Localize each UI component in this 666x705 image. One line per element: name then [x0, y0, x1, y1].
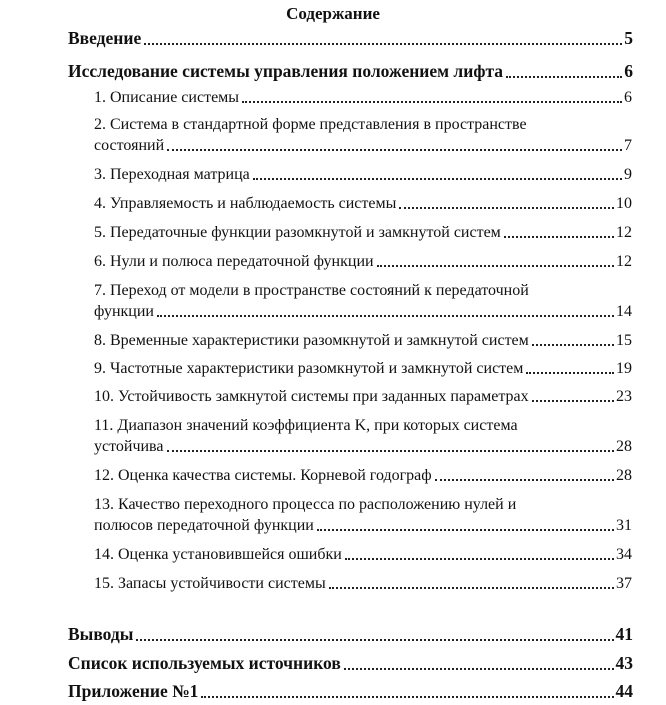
toc-entry-page: 23 — [616, 388, 632, 405]
toc-entry-first-line: 7. Переход от модели в пространстве состояний к передаточной — [94, 282, 529, 299]
toc-entry-label: состояний — [94, 137, 165, 154]
dot-leader — [253, 178, 622, 180]
dot-leader — [504, 236, 614, 238]
toc-entry-label: 1. Описание системы — [94, 89, 240, 106]
toc-entry-label: 3. Переходная матрица — [94, 166, 250, 183]
dot-leader — [167, 149, 622, 151]
toc-entry-label: полюсов передаточной функции — [94, 517, 314, 534]
dot-leader — [344, 668, 614, 670]
toc-entry-page: 12 — [616, 253, 632, 270]
toc-entry-page: 7 — [624, 137, 632, 154]
toc-entry-label: Исследование системы управления положением лифта — [68, 61, 504, 81]
toc-entry-page: 12 — [616, 224, 632, 241]
dot-leader — [329, 587, 614, 589]
toc-entry-label: Выводы — [68, 624, 134, 644]
toc-entry-10[interactable] — [94, 386, 632, 407]
toc-entry-first-line: 13. Качество переходного процесса по расположению нулей и — [94, 496, 517, 513]
toc-entry-page: 43 — [615, 653, 633, 673]
toc-entry-15[interactable] — [94, 573, 632, 594]
toc-entry-references[interactable] — [68, 651, 633, 675]
dot-leader — [345, 558, 614, 560]
dot-leader — [157, 315, 614, 317]
toc-entry-page: 44 — [615, 681, 633, 701]
toc-entry-main-section[interactable] — [68, 59, 633, 83]
toc-entry-label: 8. Временные характеристики разомкнутой и замкнутой систем — [94, 332, 529, 349]
toc-entry-page: 6 — [624, 89, 632, 106]
toc-entry-page: 15 — [616, 332, 632, 349]
toc-entry-page: 6 — [624, 61, 633, 81]
dot-leader — [526, 372, 614, 374]
toc-entry-page: 19 — [616, 360, 632, 377]
toc-entry-label: Введение — [68, 28, 142, 48]
toc-entry-appendix[interactable] — [68, 679, 633, 703]
toc-entry-12[interactable] — [94, 465, 632, 486]
toc-entry-page: 37 — [616, 575, 632, 592]
toc-entry-label: 12. Оценка качества системы. Корневой годограф — [94, 467, 432, 484]
toc-entry-label: 10. Устойчивость замкнутой системы при заданных параметрах — [94, 388, 529, 405]
dot-leader — [399, 207, 614, 209]
dot-leader — [136, 639, 613, 641]
dot-leader — [317, 529, 614, 531]
toc-entry-3[interactable] — [94, 164, 632, 185]
toc-entry-conclusions[interactable] — [68, 622, 633, 646]
toc-entry-13[interactable] — [94, 494, 632, 536]
toc-entry-page: 5 — [624, 28, 633, 48]
toc-entry-page: 31 — [616, 517, 632, 534]
dot-leader — [242, 101, 622, 103]
toc-title: Содержание — [286, 4, 380, 23]
toc-entry-label: Приложение №1 — [68, 681, 199, 701]
toc-entry-8[interactable] — [94, 330, 632, 351]
dot-leader — [144, 43, 622, 45]
toc-entry-label: 9. Частотные характеристики разомкнутой и замкнутой систем — [94, 360, 524, 377]
toc-entry-11[interactable] — [94, 415, 632, 457]
toc-entry-introduction[interactable] — [68, 26, 633, 50]
toc-entry-page: 34 — [616, 546, 632, 563]
toc-entry-label: 15. Запасы устойчивости системы — [94, 575, 326, 592]
toc-entry-5[interactable] — [94, 222, 632, 243]
toc-entry-label: 4. Управляемость и наблюдаемость системы — [94, 195, 397, 212]
toc-entry-6[interactable] — [94, 251, 632, 272]
toc-entry-9[interactable] — [94, 358, 632, 379]
toc-entry-page: 28 — [616, 438, 632, 455]
dot-leader — [201, 696, 613, 698]
toc-entry-page: 14 — [616, 303, 632, 320]
toc-entry-label: функции — [94, 303, 154, 320]
toc-entry-1[interactable] — [94, 87, 632, 108]
toc-entry-14[interactable] — [94, 544, 632, 565]
dot-leader — [377, 265, 614, 267]
toc-entry-page: 28 — [616, 467, 632, 484]
dot-leader — [532, 344, 614, 346]
toc-entry-first-line: 11. Диапазон значений коэффициента K, при которых система — [94, 417, 518, 434]
dot-leader — [167, 450, 615, 452]
toc-entry-label: 14. Оценка установившейся ошибки — [94, 546, 342, 563]
toc-entry-page: 10 — [616, 195, 632, 212]
toc-entry-label: Список используемых источников — [68, 653, 341, 673]
dot-leader — [506, 76, 622, 78]
toc-entry-label: устойчива — [94, 438, 164, 455]
toc-entry-first-line: 2. Система в стандартной форме представления в пространстве — [94, 116, 527, 133]
toc-entry-7[interactable] — [94, 280, 632, 322]
toc-entry-label: 5. Передаточные функции разомкнутой и замкнутой систем — [94, 224, 501, 241]
dot-leader — [435, 479, 614, 481]
toc-entry-page: 41 — [615, 624, 633, 644]
toc-entry-2[interactable] — [94, 114, 632, 156]
dot-leader — [532, 400, 614, 402]
toc-entry-4[interactable] — [94, 193, 632, 214]
toc-entry-label: 6. Нули и полюса передаточной функции — [94, 253, 374, 270]
toc-entry-page: 9 — [624, 166, 632, 183]
